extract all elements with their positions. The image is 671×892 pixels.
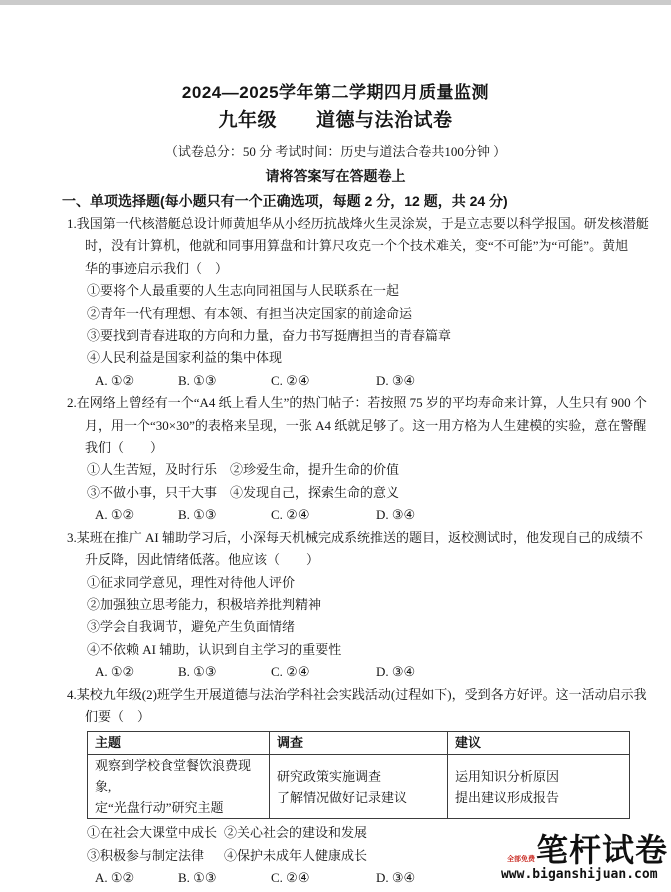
option-row [0, 459, 671, 481]
question-stem-line: 3.某班在推广 AI 辅助学习后，小深每天机械完成系统推送的题目，返校测试时，他发现自己的成绩不 [67, 529, 643, 545]
answer-row [0, 504, 671, 526]
answer-choice-d: D. ③④ [376, 664, 416, 680]
exam-subtitle: 九年级 道德与法治试卷 [218, 110, 453, 131]
answer-choice-c: C. ②④ [271, 870, 310, 886]
table-cell-survey [270, 755, 448, 819]
option-item: ③学会自我调节，避免产生负面情绪 [87, 619, 296, 635]
watermark-brand: 笔杆试卷 [535, 832, 668, 868]
table-cell-line: 观察到学校食堂餐饮浪费现象, [95, 758, 252, 795]
table-cell-line: 定“光盘行动”研究主题 [95, 800, 224, 816]
section-heading: 一、单项选择题(每小题只有一个正确选项，每题 2 分，12 题，共 24 分) [62, 193, 508, 209]
question-2 [0, 392, 671, 526]
answer-choice-d: D. ③④ [376, 507, 416, 523]
questions-area [0, 213, 671, 890]
answer-sheet-notice: 请将答案写在答题卷上 [265, 168, 406, 184]
answer-choice-b: B. ①③ [178, 507, 217, 523]
option-item: ④人民利益是国家利益的集中体现 [87, 350, 283, 366]
practice-activity-table [87, 731, 630, 819]
answer-choice-b: B. ①③ [178, 664, 217, 680]
option-item: ②珍爱生命，提升生命的价值 [230, 462, 400, 478]
option-item: ①人生苦短，及时行乐 [87, 462, 218, 478]
watermark-brand-row [501, 834, 668, 866]
answer-choice-a: A. ①② [95, 870, 135, 886]
watermark-url: www.biganshijuan.com [500, 867, 658, 882]
table-cell-theme [88, 755, 270, 819]
answer-choice-d: D. ③④ [376, 372, 416, 388]
table-cell-line: 提出建议形成报告 [455, 789, 560, 805]
answer-row [0, 370, 671, 392]
option-item: ②关心社会的建设和发展 [224, 825, 368, 841]
option-item: ④不依赖 AI 辅助，认识到自主学习的重要性 [87, 641, 342, 657]
question-stem-line: 华的事迹启示我们（ ） [85, 260, 229, 276]
table-cell-line: 运用知识分析原因 [455, 768, 560, 784]
table-row [88, 755, 630, 819]
question-stem-line: 4.某校九年级(2)班学生开展道德与法治学科社会实践活动(过程如下)，受到各方好评。这一活动启示我 [67, 686, 647, 702]
exam-title: 2024—2025学年第二学期四月质量监测 [181, 83, 490, 102]
option-item: ③不做小事，只干大事 [87, 484, 218, 500]
answer-choice-d: D. ③④ [376, 870, 416, 886]
answer-choice-c: C. ②④ [271, 372, 310, 388]
question-stem-line: 升反降，因此情绪低落。他应该（ ） [85, 552, 320, 568]
option-item: ④保护未成年人健康成长 [224, 847, 368, 863]
answer-row [0, 661, 671, 683]
table-header-theme: 主题 [88, 732, 270, 755]
option-item: ①在社会大课堂中成长 [87, 825, 218, 841]
question-stem-line: 时，没有计算机，他就和同事用算盘和计算尺攻克一个个技术难关，变“不可能”为“可能”。黄旭 [85, 238, 629, 254]
question-stem-line: 我们（ ） [85, 440, 164, 456]
answer-choice-c: C. ②④ [271, 507, 310, 523]
question-stem-line: 1.我国第一代核潜艇总设计师黄旭华从小经历抗战烽火生灵涂炭，于是立志要以科学报国。研发核潜艇 [67, 216, 649, 231]
table-cell-advice [448, 755, 630, 819]
option-item: ①征求同学意见，理性对待他人评价 [87, 574, 296, 590]
option-item: ②青年一代有理想、有本领、有担当决定国家的前途命运 [87, 305, 413, 321]
option-row [0, 482, 671, 504]
answer-choice-b: B. ①③ [178, 372, 217, 388]
watermark-free-badge: 全部免费 [506, 856, 535, 863]
table-cell-line: 了解情况做好记录建议 [277, 789, 408, 805]
answer-choice-b: B. ①③ [178, 870, 217, 886]
question-3 [0, 527, 671, 684]
table-header-row [88, 732, 630, 755]
answer-choice-a: A. ①② [95, 507, 135, 523]
option-item: ③要找到青春进取的方向和力量，奋力书写挺膺担当的青春篇章 [87, 328, 452, 344]
option-item: ②加强独立思考能力，积极培养批判精神 [87, 596, 322, 612]
question-stem-line: 们要（ ） [85, 708, 151, 724]
table-header-advice: 建议 [448, 732, 630, 755]
answer-choice-c: C. ②④ [271, 664, 310, 680]
option-item: ④发现自己，探索生命的意义 [230, 484, 400, 500]
answer-choice-a: A. ①② [95, 372, 135, 388]
question-stem-line: 月，用一个“30×30”的表格来呈现，一张 A4 纸就足够了。这一用方格为人生建模的实验，意在警醒 [85, 417, 647, 433]
exam-info-line: （试卷总分：50 分 考试时间：历史与道法合卷共100分钟 ） [164, 144, 507, 159]
question-stem-line: 2.在网络上曾经有一个“A4 纸上看人生”的热门帖子：若按照 75 岁的平均寿命来计算，人生只有 900 个 [67, 395, 647, 411]
table-cell-line: 研究政策实施调查 [277, 768, 382, 784]
scan-edge-bar [0, 0, 671, 5]
option-item: ①要将个人最重要的人生志向同祖国与人民联系在一起 [87, 283, 400, 299]
answer-choice-a: A. ①② [95, 664, 135, 680]
site-watermark [501, 834, 668, 882]
option-item: ③积极参与制定法律 [87, 847, 205, 863]
question-1 [0, 213, 671, 392]
table-header-survey: 调查 [270, 732, 448, 755]
